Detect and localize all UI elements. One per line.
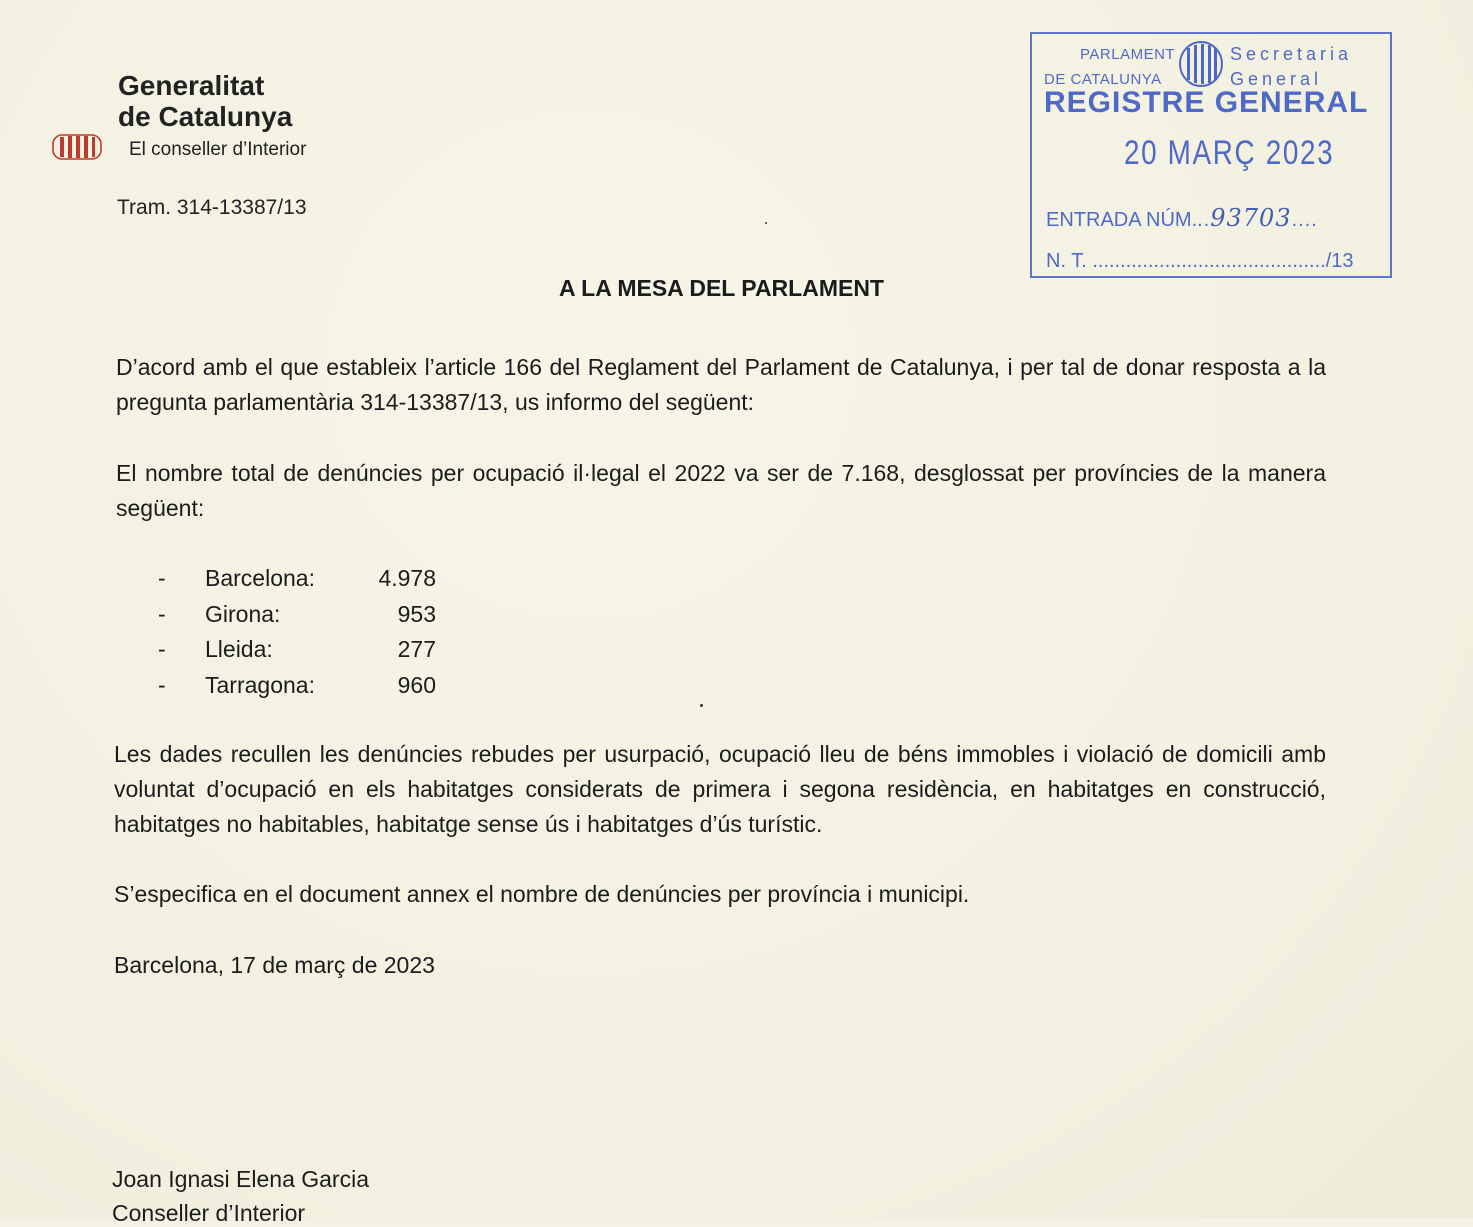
scan-speck bbox=[765, 222, 767, 224]
list-bullet: - bbox=[158, 600, 166, 627]
place-date-line: Barcelona, 17 de març de 2023 bbox=[114, 952, 435, 978]
data-scope-paragraph: Les dades recullen les denúncies rebudes per usurpació, ocupació lleu de béns immobles i violació de domicili amb voluntat d’ocupació en els habitatges considerats de primera i segona residència, en habitatges en construcció, habitatges no habitables, habitatge sense ús i habitatges d’ús turístic. bbox=[114, 741, 1326, 837]
province-list bbox=[158, 561, 458, 703]
reference-number: Tram. 314-13387/13 bbox=[117, 196, 307, 219]
registry-stamp bbox=[1030, 32, 1392, 278]
signatory-name: Joan Ignasi Elena Garcia bbox=[112, 1166, 369, 1192]
stamp-entry-handwritten-number: 93703 bbox=[1210, 204, 1292, 232]
org-name-line-2: de Catalunya bbox=[118, 101, 293, 132]
list-bullet: - bbox=[158, 636, 166, 662]
scan-speck bbox=[700, 704, 703, 707]
organization-name bbox=[118, 70, 292, 132]
list-item bbox=[158, 597, 458, 633]
province-count: 4.978 bbox=[378, 565, 436, 591]
stamp-parliament-line-2: DE CATALUNYA bbox=[1044, 71, 1162, 88]
stamp-nt-label: N. T. bbox=[1046, 250, 1087, 272]
stamp-date: 20 MARÇ 2023 bbox=[1124, 134, 1335, 172]
list-item bbox=[158, 632, 458, 668]
stamp-secretariat-line-1: Secretaria bbox=[1230, 44, 1353, 64]
catalan-senyera-emblem-icon bbox=[52, 134, 102, 160]
stamp-registry-title: REGISTRE GENERAL bbox=[1044, 86, 1369, 119]
office-title: El conseller d’Interior bbox=[129, 139, 307, 160]
province-name: Tarragona: bbox=[205, 671, 315, 698]
province-count: 277 bbox=[397, 636, 436, 662]
intro-paragraph: D’acord amb el que estableix l’article 166 del Reglament del Parlament de Catalunya, i per tal de donar resposta a la pregunta parlamentària 314-13387/13, us informo del següent: bbox=[116, 354, 1326, 415]
total-paragraph: El nombre total de denúncies per ocupació il·legal el 2022 va ser de 7.168, desglossat per províncies de la manera següent: bbox=[116, 460, 1326, 521]
stamp-nt-line bbox=[1046, 250, 1354, 273]
list-item bbox=[158, 561, 458, 597]
list-bullet: - bbox=[158, 671, 166, 698]
stamp-parliament-label bbox=[1044, 42, 1175, 92]
stamp-nt-dots: .......................................... bbox=[1092, 250, 1326, 272]
stamp-nt-suffix: /13 bbox=[1325, 250, 1354, 272]
province-name: Barcelona: bbox=[205, 565, 315, 591]
stamp-entry-dots-before: .. bbox=[1197, 209, 1211, 231]
stamp-secretariat-line-2: General bbox=[1230, 69, 1323, 89]
province-count: 960 bbox=[397, 671, 436, 698]
org-name-line-1: Generalitat bbox=[118, 70, 265, 101]
signatory-title: Conseller d’Interior bbox=[112, 1200, 306, 1226]
stamp-secretariat-label bbox=[1230, 42, 1352, 92]
addressee-heading: A LA MESA DEL PARLAMENT bbox=[559, 275, 884, 301]
stamp-parliament-line-1: PARLAMENT bbox=[1080, 46, 1176, 63]
stamp-entry-number bbox=[1046, 204, 1318, 232]
stamp-entry-dots-after: .... bbox=[1291, 209, 1318, 231]
province-name: Lleida: bbox=[205, 636, 273, 662]
province-count: 953 bbox=[397, 600, 436, 627]
list-bullet: - bbox=[158, 565, 166, 591]
list-item bbox=[158, 668, 458, 704]
parliament-seal-icon bbox=[1178, 40, 1224, 88]
annex-paragraph: S’especifica en el document annex el nombre de denúncies per província i municipi. bbox=[114, 881, 970, 907]
province-name: Girona: bbox=[205, 600, 281, 627]
stamp-entry-label: ENTRADA NÚM. bbox=[1046, 209, 1198, 231]
